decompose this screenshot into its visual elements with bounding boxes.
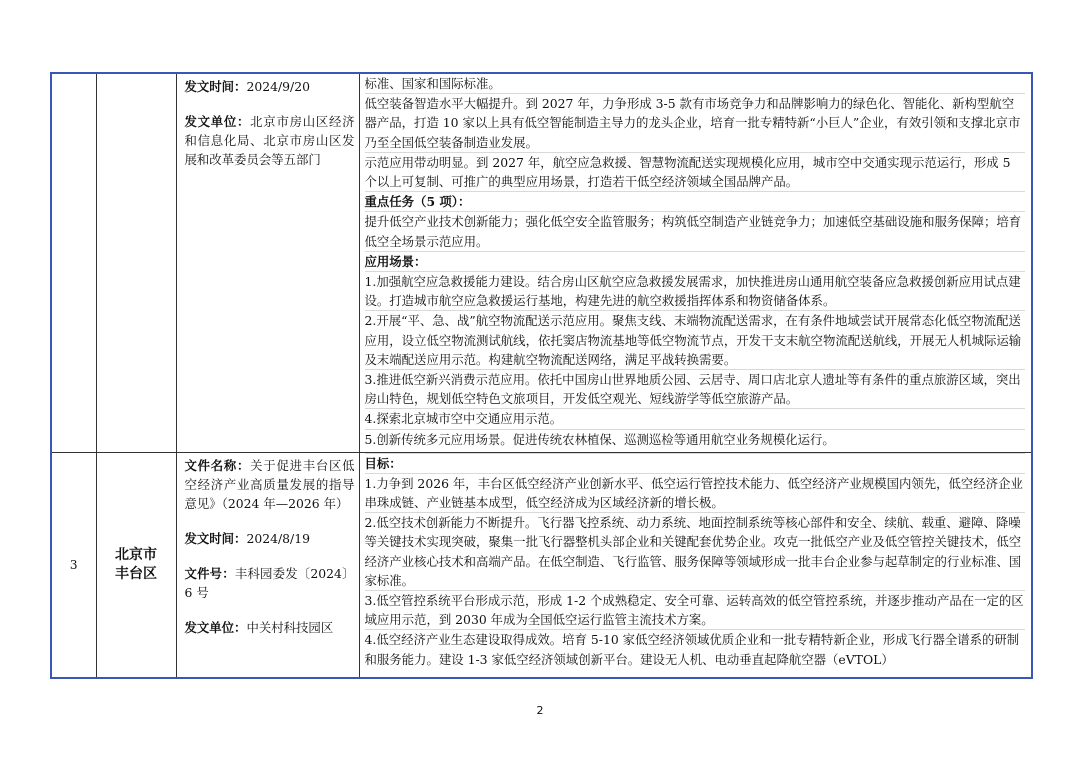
page-number: 2 bbox=[536, 704, 544, 717]
region-cell: 北京市丰台区 bbox=[96, 452, 176, 678]
policy-content-cell bbox=[359, 452, 1032, 678]
content-line: 2.开展“平、急、战”航空物流配送示范应用。聚焦支线、末端物流配送需求，在有条件地域尝试开展常态化低空物流配送应用，设立低空物流测试航线，依托窦店物流基地等低空物流节点，开发干支末航空物流配送航线，开展无人机城际运输及末端配送应用示范。构建航空物流配送网络，满足平战转换需要。 bbox=[365, 310, 1026, 369]
table-row bbox=[51, 452, 1032, 678]
content-heading: 应用场景： bbox=[365, 251, 1026, 271]
document-info-cell bbox=[176, 452, 359, 678]
issuing-unit: 发文单位：中关村科技园区 bbox=[184, 619, 334, 635]
content-line: 4.探索北京城市空中交通应用示范。 bbox=[365, 408, 1026, 428]
content-line: 4.低空经济产业生态建设取得成效。培育 5-10 家低空经济领域优质企业和一批专精特新企业，形成飞行器全谱系的研制和服务能力。建设 1-3 家低空经济领域创新平台。建设无人机、电动垂直起降航空器（eVTOL） bbox=[365, 629, 1026, 668]
content-line: 1.力争到 2026 年，丰台区低空经济产业创新水平、低空运行管控技术能力、低空经济产业规模国内领先，低空经济企业串珠成链、产业链基本成型，低空经济成为区域经济新的增长极。 bbox=[365, 473, 1026, 512]
content-heading: 重点任务（5 项）： bbox=[365, 191, 1026, 211]
policy-table bbox=[50, 72, 1033, 679]
policy-content-cell bbox=[359, 73, 1032, 452]
row-number-cell bbox=[51, 73, 96, 452]
content-line: 5.创新传统多元应用场景。促进传统农林植保、巡测巡检等通用航空业务规模化运行。 bbox=[365, 429, 1026, 449]
table-row bbox=[51, 73, 1032, 452]
content-line: 示范应用带动明显。到 2027 年，航空应急救援、智慧物流配送实现规模化应用，城市空中交通实现示范运行，形成 5 个以上可复制、可推广的典型应用场景，打造若干低空经济领域全国品牌产品。 bbox=[365, 152, 1026, 191]
issue-date: 发文时间：2024/9/20 bbox=[184, 79, 310, 94]
content-line: 2.低空技术创新能力不断提升。飞行器飞控系统、动力系统、地面控制系统等核心部件和安全、续航、载重、避障、降噪等关键技术实现突破，聚集一批飞行器整机头部企业和关键配套优势企业。攻克一批低空产业及低空管控关键技术，低空经济产业核心技术和高端产品。在低空制造、飞行监管、服务保障等领域形成一批丰台企业参与起草制定的行业标准、国家标准。 bbox=[365, 512, 1026, 590]
document-info-cell bbox=[176, 73, 359, 452]
row-number-cell: 3 bbox=[51, 452, 96, 678]
document-number: 文件号：丰科园委发〔2024〕6 号 bbox=[184, 565, 355, 600]
content-line: 提升低空产业技术创新能力；强化低空安全监管服务；构筑低空制造产业链竞争力；加速低空基础设施和服务保障；培育低空全场景示范应用。 bbox=[365, 211, 1026, 250]
content-line: 标准、国家和国际标准。 bbox=[364, 76, 501, 91]
issuing-unit: 发文单位：北京市房山区经济和信息化局、北京市房山区发展和改革委员会等五部门 bbox=[184, 114, 355, 167]
content-line: 1.加强航空应急救援能力建设。结合房山区航空应急救援发展需求，加快推进房山通用航空装备应急救援创新应用试点建设。打造城市航空应急救援运行基地，构建先进的航空救援指挥体系和物资储备体系。 bbox=[365, 271, 1026, 310]
content-line: 3.推进低空新兴消费示范应用。依托中国房山世界地质公园、云居寺、周口店北京人遗址等有条件的重点旅游区域，突出房山特色，规划低空特色文旅项目，开发低空观光、短线游学等低空旅游产品。 bbox=[365, 369, 1026, 408]
issue-date: 发文时间：2024/8/19 bbox=[184, 530, 310, 546]
content-line: 3.低空管控系统平台形成示范，形成 1-2 个成熟稳定、安全可靠、运转高效的低空管控系统，并逐步推动产品在一定的区域应用示范，到 2030 年成为全国低空运行监管主流技术方案。 bbox=[365, 590, 1026, 629]
content-heading: 目标： bbox=[365, 453, 1026, 473]
document-name: 文件名称：关于促进丰台区低空经济产业高质量发展的指导意见》（2024 年—2026 年） bbox=[184, 457, 355, 511]
content-line: 低空装备智造水平大幅提升。到 2027 年，力争形成 3-5 款有市场竞争力和品牌影响力的绿色化、智能化、新构型航空器产品，打造 10 家以上具有低空智能制造主导力的龙头企业，培育一批专精特新“小巨人”企业，有效引领和支撑北京市乃至全国低空装备制造业发展。 bbox=[365, 93, 1026, 152]
region-cell bbox=[96, 73, 176, 452]
